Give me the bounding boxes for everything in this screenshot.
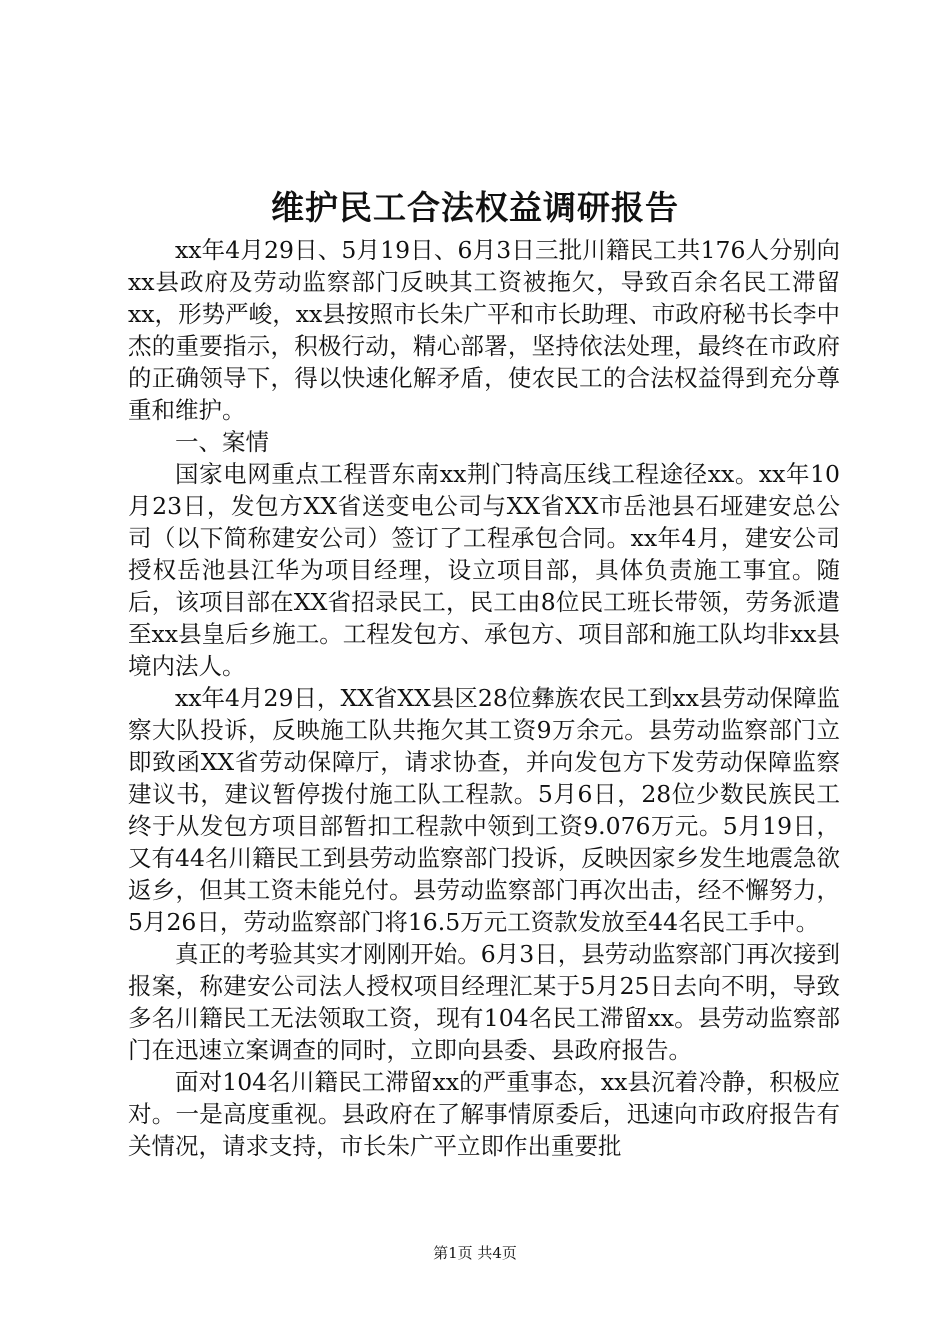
paragraph-project: 国家电网重点工程晋东南xx荆门特高压线工程途径xx。xx年10月23日，发包方XX省送变电公司与XX省XX市岳池县石垭建安总公司（以下简称建安公司）签订了工程承包合同。xx年4月，建安公司授权岳池县江华为项目经理，设立项目部，具体负责施工事宜。随后，该项目部在XX省招录民工，民工由8位民工班长带领，劳务派遣至xx县皇后乡施工。工程发包方、承包方、项目部和施工队均非xx县境内法人。 [128,460,840,680]
document-body [128,234,840,1162]
document-title: 维护民工合法权益调研报告 [271,188,679,227]
page-footer: 第1页 共4页 [433,1244,517,1262]
paragraph-first-complaint: xx年4月29日，XX省XX县区28位彝族农民工到xx县劳动保障监察大队投诉，反映施工队共拖欠其工资9万余元。县劳动监察部门立即致函XX省劳动保障厅，请求协查，并向发包方下发劳动保障监察建议书，建议暂停拨付施工队工程款。5月6日，28位少数民族民工终于从发包方项目部暂扣工程款中领到工资9.076万元。5月19日，又有44名川籍民工到县劳动监察部门投诉，反映因家乡发生地震急欲返乡，但其工资未能兑付。县劳动监察部门再次出击，经不懈努力，5月26日，劳动监察部门将16.5万元工资款发放至44名民工手中。 [128,684,840,936]
paragraph-third-complaint: 真正的考验其实才刚刚开始。6月3日，县劳动监察部门再次接到报案，称建安公司法人授权项目经理汇某于5月25日去向不明，导致多名川籍民工无法领取工资，现有104名民工滞留xx。县劳动监察部门在迅速立案调查的同时，立即向县委、县政府报告。 [128,940,840,1064]
paragraph-response: 面对104名川籍民工滞留xx的严重事态，xx县沉着冷静，积极应对。一是高度重视。县政府在了解事情原委后，迅速向市政府报告有关情况，请求支持，市长朱广平立即作出重要批 [128,1068,840,1160]
paragraph-intro: xx年4月29日、5月19日、6月3日三批川籍民工共176人分别向xx县政府及劳动监察部门反映其工资被拖欠，导致百余名民工滞留xx，形势严峻，xx县按照市长朱广平和市长助理、市政府秘书长李中杰的重要指示，积极行动，精心部署，坚持依法处理，最终在市政府的正确领导下，得以快速化解矛盾，使农民工的合法权益得到充分尊重和维护。 [128,236,840,424]
section-heading-case: 一、案情 [175,428,269,456]
